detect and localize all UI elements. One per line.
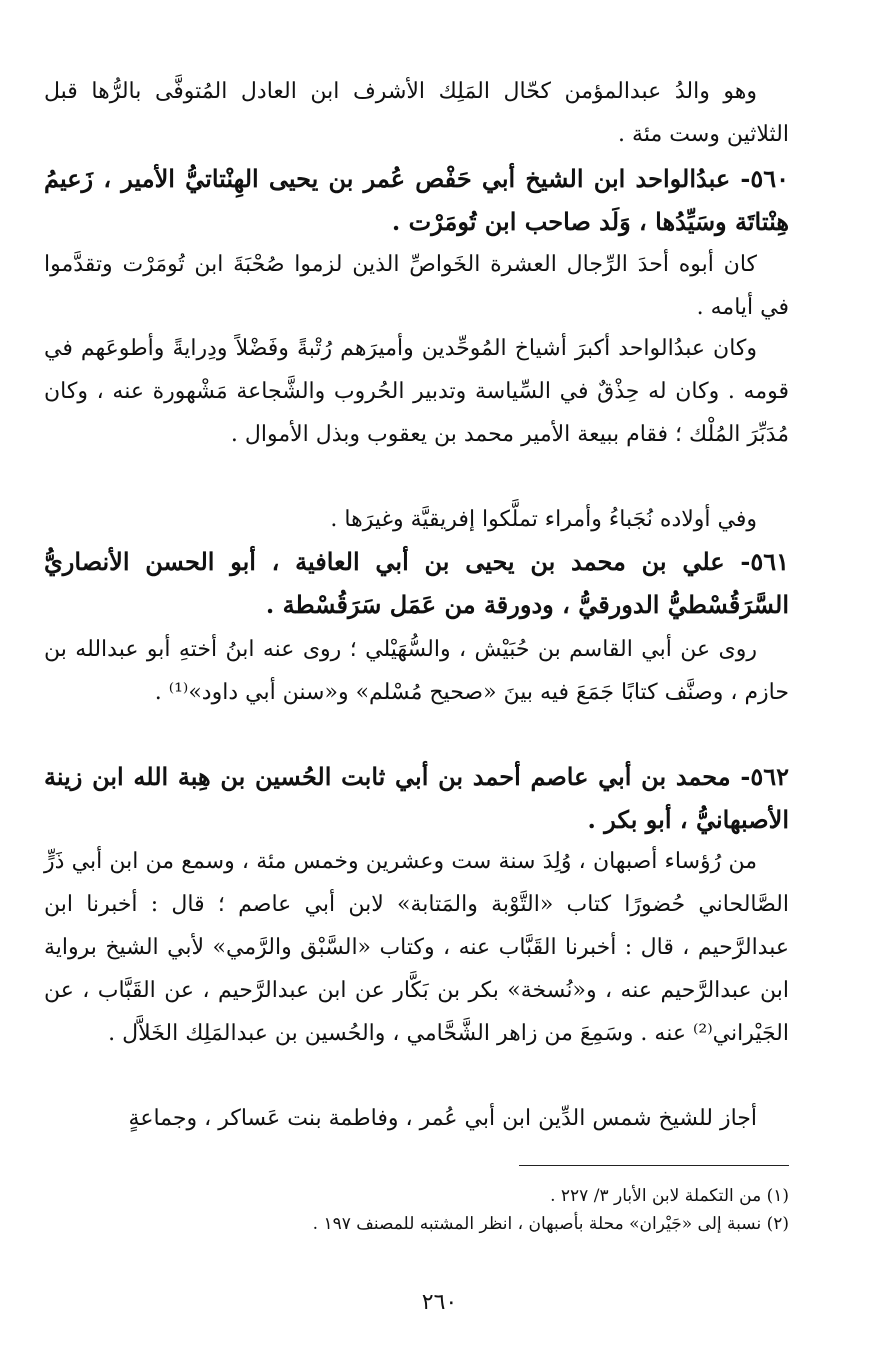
paragraph: روى عن أبي القاسم بن حُبَيْش ، والسُّهَيْلي ؛ روى عنه ابنُ أختهِ أبو عبدالله بن حازم ، وصنَّف كتابًا جَمَعَ فيه بينَ «صحيح مُسْلم» و«سنن أبي داود»⁽¹⁾ .	[44, 637, 789, 705]
entry-heading: ٥٦٠- عبدُالواحد ابن الشيخ أبي حَفْص عُمر بن يحيى الهِنْتاتيُّ الأمير ، زَعيمُ هِنْتاتَة وسَيِّدُها ، وَلَد صاحب ابن تُومَرْت .	[44, 164, 789, 236]
entry-560-heading	[44, 157, 789, 243]
entry-562-body-2	[44, 1097, 789, 1140]
entry-562-heading	[44, 755, 789, 841]
paragraph: وكان عبدُالواحد أكبرَ أشياخ المُوحِّدين وأميرَهم رُتْبةً وفَضْلاً ودِرايةً وأطوعَهم في قومه . وكان له حِذْقٌ في السِّياسة وتدبير الحُروب والشَّجاعة مَشْهورة عنه ، وكان مُدَبِّرَ المُلْك ؛ فقام ببيعة الأمير محمد بن يعقوب وبذل الأموال .	[44, 336, 789, 447]
entry-heading: ٥٦١- علي بن محمد بن يحيى بن أبي العافية ، أبو الحسن الأنصاريُّ السَّرَقُسْطيُّ الدورقيُّ ، ودورقة من عَمَل سَرَقُسْطة .	[44, 547, 789, 619]
entry-561-heading	[44, 540, 789, 626]
paragraph-continuation	[44, 70, 789, 156]
footnote-separator	[519, 1165, 789, 1166]
entry-560-body-3	[44, 498, 789, 541]
paragraph: وهو والدُ عبدالمؤمن كحّال المَلِك الأشرف ابن العادل المُتوفَّى بالرُّها قبل الثلاثين وست مئة .	[44, 79, 789, 147]
paragraph: أجاز للشيخ شمس الدِّين ابن أبي عُمر ، وفاطمة بنت عَساكر ، وجماعةٍ	[128, 1106, 757, 1131]
paragraph: من رُؤساء أصبهان ، وُلِدَ سنة ست وعشرين وخمس مئة ، وسمع من ابن أبي ذَرٍّ الصَّالحاني حُضورًا كتاب «التَّوْبة والمَتابة» لابن أبي عاصم ؛ قال : أخبرنا ابن عبدالرَّحيم ، قال : أخبرنا القَبَّاب عنه ، وكتاب «السَّبْق والرَّمي» لأبي الشيخ برواية ابن عبدالرَّحيم عنه ، و«نُسخة» بكر بن بَكَّار عن ابن عبدالرَّحيم ، عن القَبَّاب ، عن الجَيْراني⁽²⁾ عنه . وسَمِعَ من زاهر الشَّحَّامي ، والحُسين بن عبدالمَلِك الخَلاَّل .	[44, 849, 789, 1046]
footnotes	[44, 1182, 789, 1238]
entry-561-body	[44, 628, 789, 714]
page-number: ٢٦٠	[421, 1290, 458, 1315]
entry-560-body-1	[44, 243, 789, 329]
entry-heading: ٥٦٢- محمد بن أبي عاصم أحمد بن أبي ثابت الحُسين بن هِبة الله ابن زينة الأصبهانيُّ ، أبو بكر .	[44, 762, 789, 834]
entry-562-body-1	[44, 840, 789, 1055]
footnote-2: (٢) نسبة إلى «جَيْران» محلة بأصبهان ، انظر المشتبه للمصنف ١٩٧ .	[312, 1214, 789, 1234]
entry-560-body-2	[44, 327, 789, 456]
paragraph: وفي أولاده نُجَباءُ وأمراء تملَّكوا إفريقيَّة وغيرَها .	[330, 507, 757, 532]
footnote-1: (١) من التكملة لابن الأبار ٣/ ٢٢٧ .	[550, 1186, 789, 1206]
paragraph: كان أبوه أحدَ الرِّجال العشرة الخَواصِّ الذين لزموا صُحْبَةَ ابن تُومَرْت وتقدَّموا في أيامه .	[44, 252, 789, 320]
